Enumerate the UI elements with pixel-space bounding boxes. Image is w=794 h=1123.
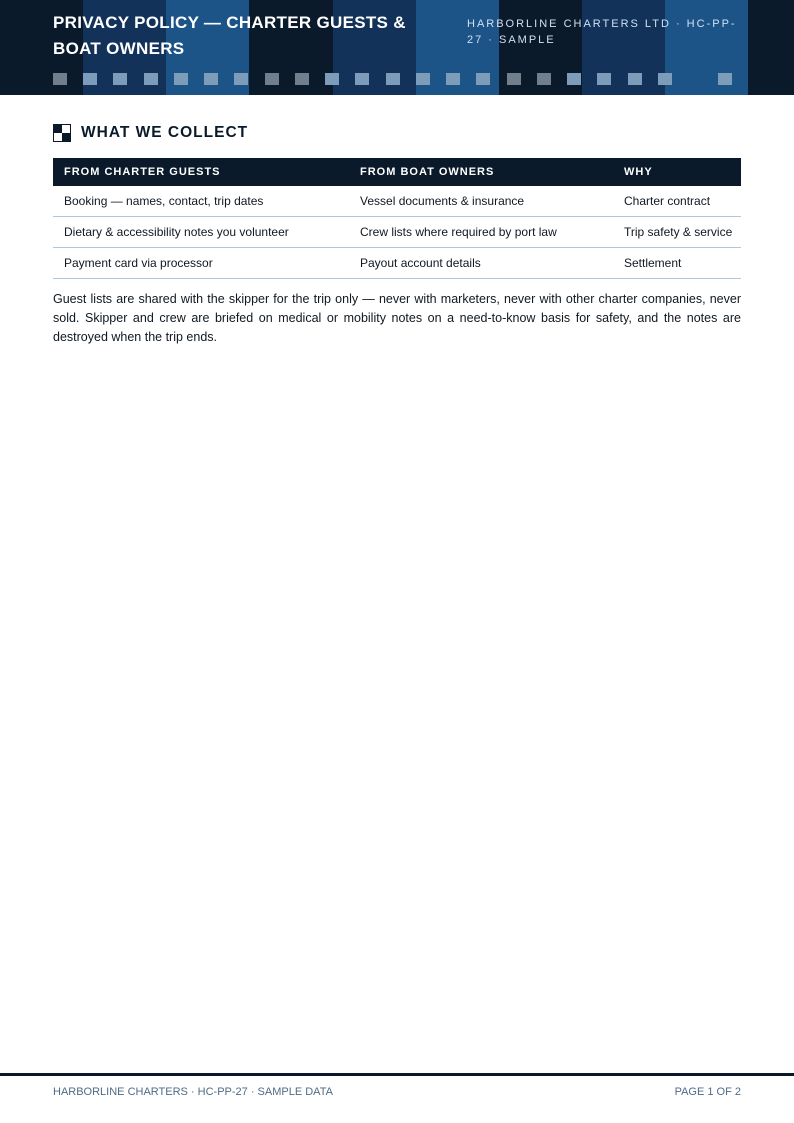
section-heading xyxy=(53,123,753,143)
footer-page-number: PAGE 1 OF 2 xyxy=(674,1086,741,1098)
table-cell: Vessel documents & insurance xyxy=(349,186,613,217)
data-collection-table xyxy=(53,158,741,279)
strip-square xyxy=(265,73,279,85)
table-cell: Dietary & accessibility notes you volunteer xyxy=(53,217,349,248)
strip-square xyxy=(718,73,732,85)
strip-square xyxy=(174,73,188,85)
strip-square xyxy=(597,73,611,85)
column-header-why: WHY xyxy=(613,158,741,186)
strip-square xyxy=(507,73,521,85)
strip-square xyxy=(113,73,127,85)
page-header xyxy=(0,0,794,95)
footer-document-id: HARBORLINE CHARTERS · HC-PP-27 · SAMPLE DATA xyxy=(53,1086,333,1098)
strip-square xyxy=(628,73,642,85)
table-row xyxy=(53,248,741,279)
strip-square xyxy=(416,73,430,85)
sharing-paragraph: Guest lists are shared with the skipper for the trip only — never with marketers, never with other charter companies, never sold. Skipper and crew are briefed on medical or mobility notes on a need-to-know basis for safety, and the notes are destroyed when the trip ends. xyxy=(53,292,741,344)
strip-square xyxy=(83,73,97,85)
column-header-guests: FROM CHARTER GUESTS xyxy=(53,158,349,186)
strip-square xyxy=(325,73,339,85)
table-cell: Payment card via processor xyxy=(53,248,349,279)
strip-square xyxy=(446,73,460,85)
strip-square xyxy=(537,73,551,85)
strip-square xyxy=(567,73,581,85)
footer-rule xyxy=(0,1073,794,1076)
header-square-strip xyxy=(53,73,753,85)
table-cell: Booking — names, contact, trip dates xyxy=(53,186,349,217)
strip-square xyxy=(295,73,309,85)
table-header-row xyxy=(53,158,741,186)
table-cell: Crew lists where required by port law xyxy=(349,217,613,248)
strip-square xyxy=(386,73,400,85)
section-title: WHAT WE COLLECT xyxy=(81,124,249,141)
strip-square xyxy=(355,73,369,85)
table-row xyxy=(53,217,741,248)
table-cell: Payout account details xyxy=(349,248,613,279)
table-cell: Charter contract xyxy=(613,186,741,217)
strip-square xyxy=(234,73,248,85)
table-cell: Trip safety & service xyxy=(613,217,741,248)
table-cell: Settlement xyxy=(613,248,741,279)
strip-square xyxy=(476,73,490,85)
column-header-owners: FROM BOAT OWNERS xyxy=(349,158,613,186)
strip-square xyxy=(144,73,158,85)
document-meta: HARBORLINE CHARTERS LTD · HC-PP-27 · SAMPLE xyxy=(467,18,737,46)
strip-square xyxy=(204,73,218,85)
document-title: PRIVACY POLICY — CHARTER GUESTS & BOAT OWNERS xyxy=(53,13,406,58)
signal-flag-icon xyxy=(53,124,71,142)
table-row xyxy=(53,186,741,217)
strip-square xyxy=(53,73,67,85)
strip-square xyxy=(658,73,672,85)
